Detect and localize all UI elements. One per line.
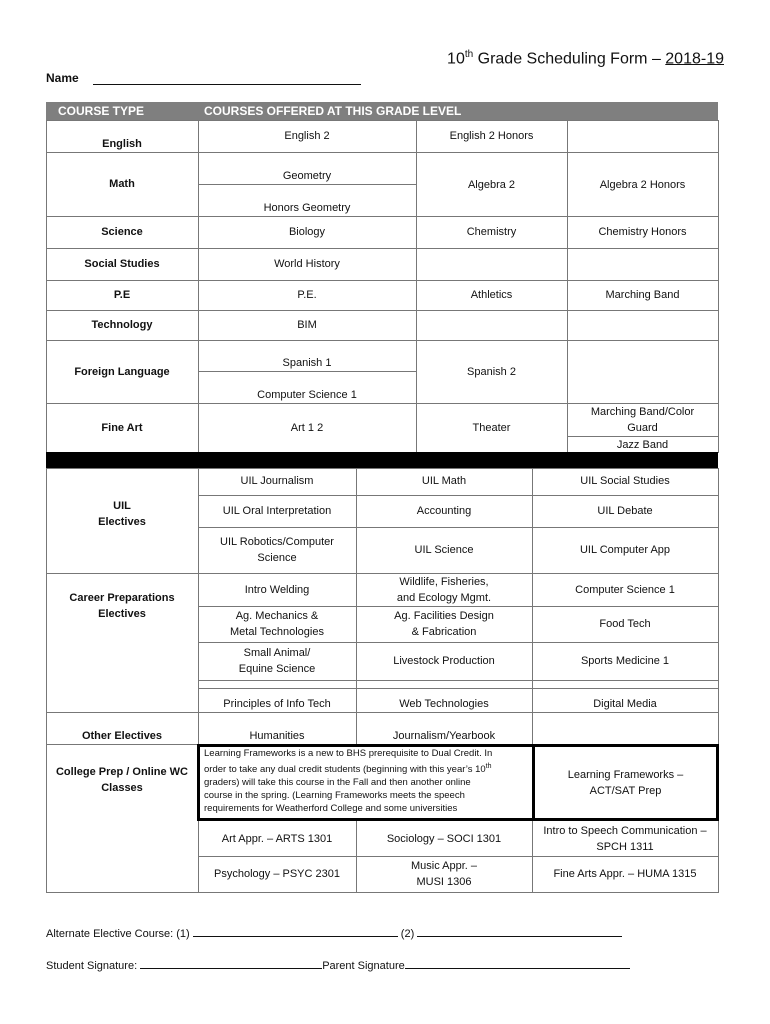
course-chemistry[interactable]: Chemistry (466, 226, 517, 238)
course-ag-mechanics[interactable] (198, 608, 356, 640)
type-math: Math (109, 178, 135, 190)
course-intro-welding[interactable]: Intro Welding (244, 584, 310, 596)
type-career-electives (46, 590, 198, 622)
table-header (46, 102, 718, 120)
speech-line-2: SPCH 1311 (596, 841, 654, 853)
uil-robotics-line-2: Science (257, 552, 297, 564)
name-label: Name (46, 71, 79, 85)
course-humanities[interactable]: Humanities (249, 730, 305, 742)
note-line-5: requirements for Weatherford College and some universities (204, 803, 458, 815)
ag-fac-line-2: & Fabrication (411, 626, 477, 638)
course-uil-journalism[interactable]: UIL Journalism (240, 475, 314, 487)
wildlife-line-1: Wildlife, Fisheries, (399, 576, 489, 588)
course-livestock-production[interactable]: Livestock Production (393, 655, 495, 667)
lf-line-1: Learning Frameworks – (567, 769, 684, 781)
course-web-technologies[interactable]: Web Technologies (399, 698, 489, 710)
course-english-2[interactable]: English 2 (284, 130, 330, 142)
course-ag-facilities[interactable] (356, 608, 532, 640)
wildlife-line-2: and Ecology Mgmt. (396, 592, 492, 604)
ag-mech-line-1: Ag. Mechanics & (235, 610, 319, 622)
type-social-studies: Social Studies (84, 258, 160, 270)
course-english-2-honors[interactable]: English 2 Honors (449, 130, 534, 142)
alternate-1-field[interactable] (193, 925, 398, 937)
course-art[interactable]: Art 1 2 (290, 422, 324, 434)
type-career-line-1: Career Preparations (69, 592, 175, 604)
course-art-appreciation[interactable]: Art Appr. – ARTS 1301 (221, 833, 333, 845)
student-signature-field[interactable] (140, 957, 322, 969)
type-science: Science (101, 226, 143, 238)
alternate-2-field[interactable] (417, 925, 622, 937)
student-signature-label: Student Signature: (46, 960, 138, 972)
title-main: Grade Scheduling Form – (473, 50, 666, 68)
course-athletics[interactable]: Athletics (470, 289, 513, 301)
note-line-4: course in the spring. (Learning Frameworks meets the speech (204, 790, 465, 802)
course-computer-science-1[interactable]: Computer Science 1 (257, 389, 357, 401)
type-college-line-1: College Prep / Online WC (55, 766, 189, 778)
course-uil-debate[interactable]: UIL Debate (597, 505, 653, 517)
music-line-1: Music Appr. – (410, 860, 478, 872)
title-grade: 10 (447, 50, 465, 68)
course-uil-computer-app[interactable]: UIL Computer App (579, 544, 671, 556)
course-uil-math[interactable]: UIL Math (421, 475, 467, 487)
type-career-line-2: Electives (98, 608, 146, 620)
course-principles-info-tech[interactable]: Principles of Info Tech (223, 698, 331, 710)
course-marching-band[interactable]: Marching Band (605, 289, 680, 301)
course-uil-social-studies[interactable]: UIL Social Studies (580, 475, 670, 487)
name-field[interactable] (93, 84, 361, 85)
type-technology: Technology (91, 319, 153, 331)
course-pe[interactable]: P.E. (297, 289, 317, 301)
small-animal-line-1: Small Animal/ (243, 647, 311, 659)
course-bim[interactable]: BIM (297, 319, 317, 331)
mb-color-line-1: Marching Band/Color (590, 406, 695, 418)
header-course-type: COURSE TYPE (58, 104, 145, 118)
course-theater[interactable]: Theater (472, 422, 511, 434)
note-line-2-sup: th (485, 763, 492, 770)
course-chemistry-honors[interactable]: Chemistry Honors (598, 226, 687, 238)
parent-signature-label: Parent Signature (322, 960, 405, 972)
course-honors-geometry[interactable]: Honors Geometry (263, 202, 351, 214)
type-uil-line-1: UIL (113, 500, 131, 512)
type-uil-electives (46, 498, 198, 530)
course-computer-science-1-elective[interactable]: Computer Science 1 (575, 584, 675, 596)
course-uil-science[interactable]: UIL Science (414, 544, 474, 556)
course-sports-medicine-1[interactable]: Sports Medicine 1 (580, 655, 670, 667)
mb-color-line-2: Guard (627, 422, 658, 434)
course-geometry[interactable]: Geometry (282, 170, 332, 182)
course-algebra-2-honors[interactable]: Algebra 2 Honors (599, 179, 686, 191)
ag-mech-line-2: Metal Technologies (230, 626, 324, 638)
uil-robotics-line-1: UIL Robotics/Computer (220, 536, 334, 548)
course-learning-frameworks[interactable] (535, 767, 716, 799)
course-uil-robotics[interactable] (198, 534, 356, 566)
form-title (447, 49, 724, 68)
parent-signature-field[interactable] (405, 957, 630, 969)
note-line-1: Learning Frameworks is a new to BHS prerequisite to Dual Credit. In (204, 748, 493, 759)
title-sup: th (464, 49, 474, 60)
course-music-appreciation[interactable] (356, 858, 532, 890)
course-uil-oral-interpretation[interactable]: UIL Oral Interpretation (222, 505, 332, 517)
type-pe: P.E (113, 289, 131, 301)
note-line-2-text: order to take any dual credit students (beginning with this year’s 10 (204, 764, 486, 776)
lf-line-2: ACT/SAT Prep (589, 785, 662, 797)
type-college-line-2: Classes (101, 782, 143, 794)
alternate-label: Alternate Elective Course: (1) (46, 928, 190, 940)
signature-row (46, 957, 630, 972)
type-english: English (102, 138, 142, 150)
course-jazz-band[interactable]: Jazz Band (616, 438, 669, 451)
course-journalism-yearbook[interactable]: Journalism/Yearbook (392, 730, 496, 742)
header-courses-offered: COURSES OFFERED AT THIS GRADE LEVEL (204, 104, 462, 118)
course-psychology[interactable]: Psychology – PSYC 2301 (214, 868, 340, 880)
learning-frameworks-note (200, 747, 532, 818)
course-small-animal[interactable] (198, 645, 356, 677)
course-world-history[interactable]: World History (274, 258, 340, 270)
alternate-elective-row (46, 925, 622, 940)
type-other-electives: Other Electives (81, 730, 163, 742)
course-accounting[interactable]: Accounting (416, 505, 472, 517)
section-divider (46, 452, 718, 468)
speech-line-1: Intro to Speech Communication – (543, 825, 707, 837)
course-wildlife-fisheries[interactable] (356, 574, 532, 606)
ag-fac-line-1: Ag. Facilities Design (394, 610, 494, 622)
type-fine-art: Fine Art (101, 422, 143, 434)
title-year: 2018-19 (665, 50, 724, 68)
note-line-3: graders) will take this course in the Fall and then another online (204, 777, 471, 789)
course-food-tech[interactable]: Food Tech (599, 618, 651, 630)
music-line-2: MUSI 1306 (416, 876, 472, 888)
course-sociology[interactable]: Sociology – SOCI 1301 (386, 833, 502, 845)
course-spanish-1[interactable]: Spanish 1 (282, 357, 332, 369)
course-intro-speech[interactable] (532, 823, 718, 855)
small-animal-line-2: Equine Science (238, 663, 316, 675)
course-marching-band-color-guard[interactable] (567, 404, 718, 436)
course-fine-arts-appreciation[interactable]: Fine Arts Appr. – HUMA 1315 (553, 868, 697, 880)
type-uil-line-2: Electives (98, 516, 146, 528)
alternate-2-label: (2) (400, 928, 415, 940)
note-line-2 (204, 760, 492, 776)
course-algebra-2[interactable]: Algebra 2 (467, 179, 516, 191)
course-spanish-2[interactable]: Spanish 2 (467, 366, 516, 378)
type-college-prep (46, 764, 198, 796)
course-digital-media[interactable]: Digital Media (593, 698, 657, 710)
course-biology[interactable]: Biology (288, 226, 326, 238)
type-foreign-language: Foreign Language (74, 366, 170, 378)
